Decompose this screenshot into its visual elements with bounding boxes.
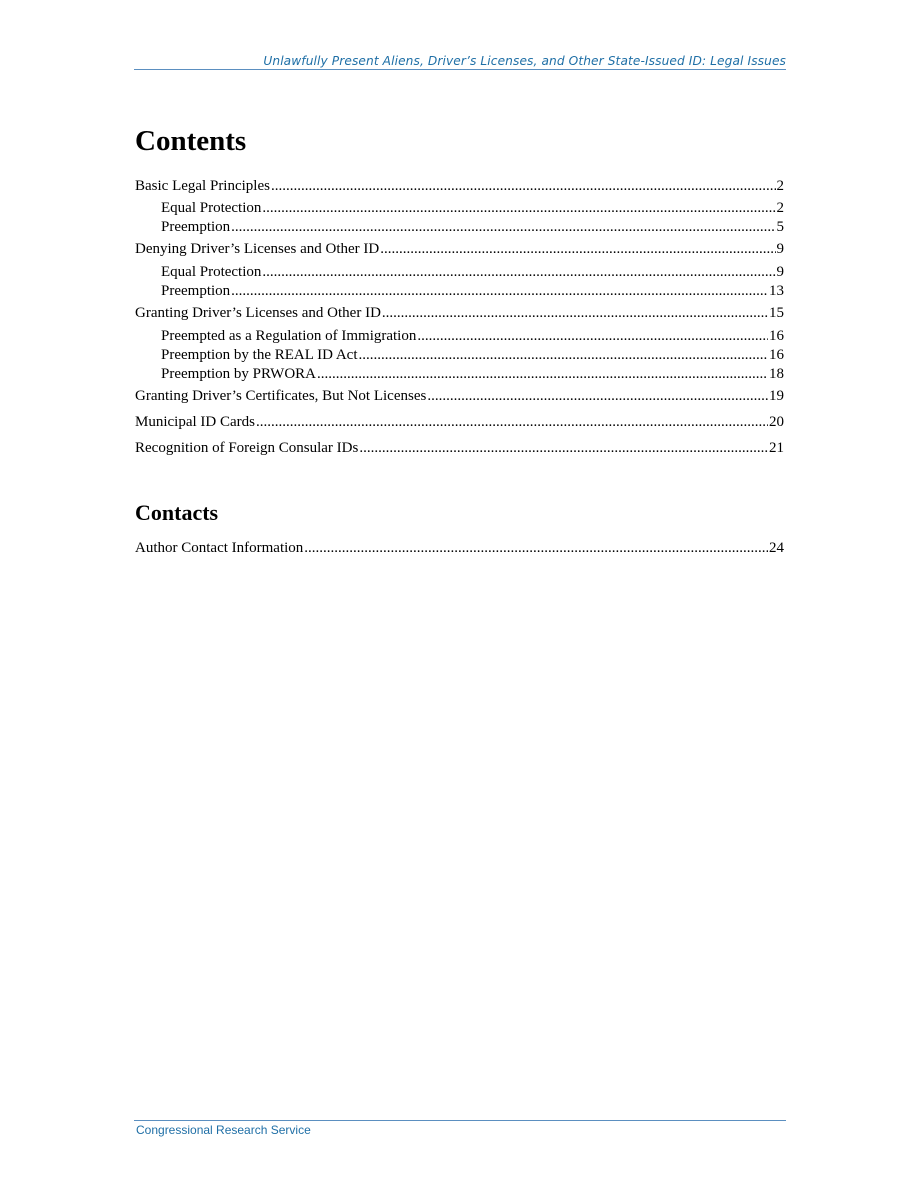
toc-entry[interactable] — [135, 439, 784, 458]
header-rule — [134, 69, 786, 70]
toc-entry[interactable] — [135, 413, 784, 432]
toc-entry-title[interactable]: Denying Driver’s Licenses and Other ID — [135, 241, 380, 257]
toc-entry[interactable] — [135, 177, 784, 196]
toc-entry-title[interactable]: Recognition of Foreign Consular IDs — [135, 440, 359, 456]
toc-subentry[interactable] — [161, 365, 784, 384]
toc-entry[interactable] — [135, 240, 784, 259]
contacts-heading: Contacts — [135, 500, 219, 525]
dot-leader — [382, 304, 768, 323]
dot-leader — [427, 387, 768, 406]
toc-entry-page[interactable]: 15 — [769, 305, 784, 321]
toc-entry-title[interactable]: Equal Protection — [161, 264, 262, 280]
toc-entry-page[interactable]: 24 — [769, 540, 784, 556]
dot-leader — [231, 218, 775, 237]
toc-subentry[interactable] — [161, 282, 784, 301]
dot-leader — [262, 263, 775, 282]
toc-entry-page[interactable]: 21 — [769, 440, 784, 456]
dot-leader — [256, 413, 768, 432]
toc-entry-title[interactable]: Preemption — [161, 283, 231, 299]
toc-entry-title[interactable]: Preemption by PRWORA — [161, 366, 317, 382]
toc-entry-page[interactable]: 2 — [776, 200, 784, 216]
toc-entry-title[interactable]: Author Contact Information — [135, 540, 304, 556]
toc-entry-title[interactable]: Preemption — [161, 219, 231, 235]
toc-entry-page[interactable]: 19 — [769, 388, 784, 404]
toc-entry-page[interactable]: 9 — [776, 241, 784, 257]
dot-leader — [317, 365, 768, 384]
dot-leader — [417, 327, 768, 346]
toc-entry-title[interactable]: Municipal ID Cards — [135, 414, 255, 430]
toc-entry-title[interactable]: Equal Protection — [161, 200, 262, 216]
toc-entry-page[interactable]: 9 — [776, 264, 784, 280]
toc-subentry[interactable] — [161, 199, 784, 218]
toc-entry-page[interactable]: 13 — [769, 283, 784, 299]
toc-entry-page[interactable]: 2 — [776, 178, 784, 194]
toc-entry-page[interactable]: 16 — [769, 347, 784, 363]
dot-leader — [359, 346, 769, 365]
dot-leader — [262, 199, 775, 218]
toc-subentry[interactable] — [161, 263, 784, 282]
toc-entry-page[interactable]: 20 — [769, 414, 784, 430]
footer-rule — [134, 1120, 786, 1121]
toc-entry-title[interactable]: Preemption by the REAL ID Act — [161, 347, 358, 363]
toc-entry-title[interactable]: Granting Driver’s Licenses and Other ID — [135, 305, 381, 321]
running-header: Unlawfully Present Aliens, Driver’s Licenses, and Other State-Issued ID: Legal Issues — [263, 54, 786, 68]
dot-leader — [380, 240, 775, 259]
dot-leader — [304, 539, 768, 558]
toc-entry-page[interactable]: 16 — [769, 328, 784, 344]
toc-entry-page[interactable]: 18 — [769, 366, 784, 382]
toc-subentry[interactable] — [161, 346, 784, 365]
toc-subentry[interactable] — [161, 218, 784, 237]
toc-entry[interactable] — [135, 539, 784, 558]
toc-entry-page[interactable]: 5 — [776, 219, 784, 235]
dot-leader — [359, 439, 768, 458]
dot-leader — [231, 282, 768, 301]
footer-publisher: Congressional Research Service — [136, 1123, 311, 1137]
contents-heading: Contents — [135, 125, 247, 157]
toc-subentry[interactable] — [161, 327, 784, 346]
toc-entry[interactable] — [135, 387, 784, 406]
toc-entry[interactable] — [135, 304, 784, 323]
toc-entry-title[interactable]: Basic Legal Principles — [135, 178, 270, 194]
toc-entry-title[interactable]: Granting Driver’s Certificates, But Not Licenses — [135, 388, 427, 404]
toc-entry-title[interactable]: Preempted as a Regulation of Immigration — [161, 328, 417, 344]
dot-leader — [271, 177, 776, 196]
